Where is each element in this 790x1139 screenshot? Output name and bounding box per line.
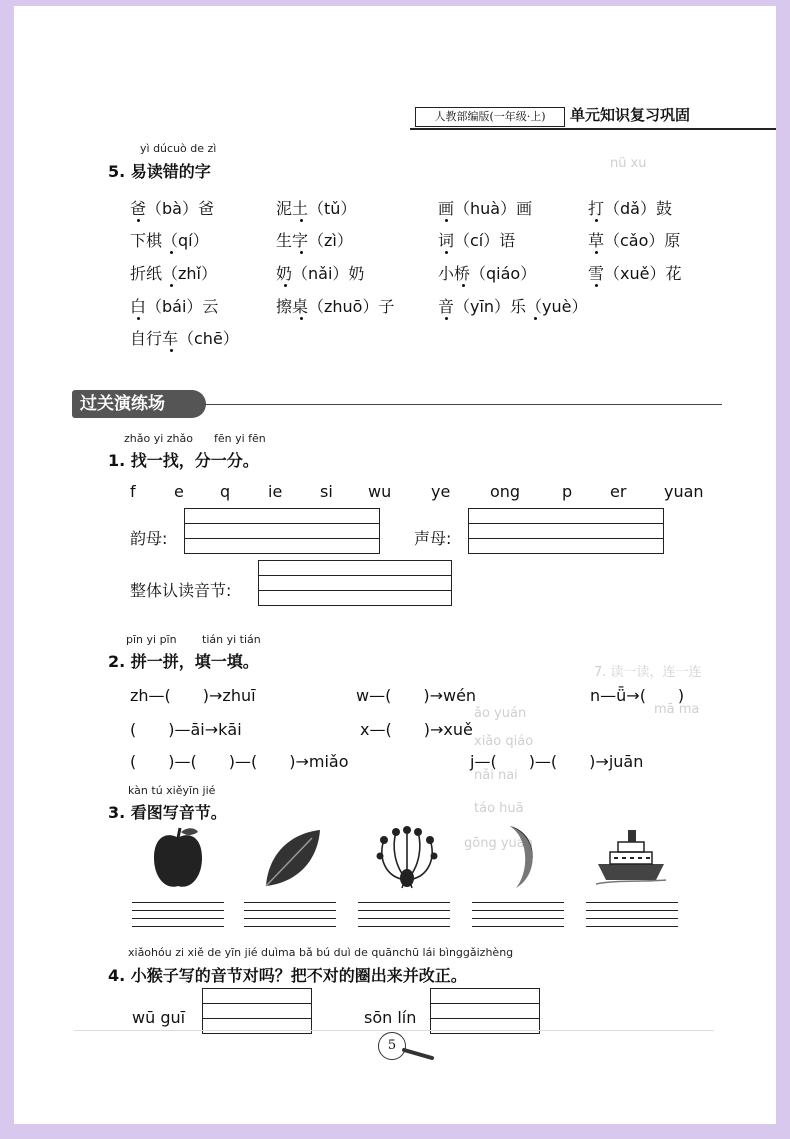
writing-line xyxy=(358,926,450,927)
section5-pinyin: yì dúcuò de zì xyxy=(140,142,217,155)
writing-line xyxy=(244,902,336,903)
word-item: 白（bái）云 xyxy=(130,297,219,316)
edition-label: 人教部编版(一年级·上) xyxy=(415,107,565,127)
ghost-text: mā ma xyxy=(654,702,700,717)
section-banner: 过关演练场 xyxy=(72,390,206,418)
emphasis-dot xyxy=(445,317,448,320)
emphasis-dot xyxy=(170,284,173,287)
syllable: ie xyxy=(268,482,283,501)
header-rule xyxy=(410,128,776,130)
emphasis-dot xyxy=(595,219,598,222)
fill-line[interactable]: j—( )—( )→juān xyxy=(470,752,644,771)
syllable: yuan xyxy=(664,482,704,501)
fill-line[interactable]: n—ǖ→( ) xyxy=(590,686,685,705)
q1-pinyin: fēn yi fēn xyxy=(214,432,266,445)
syllable: q xyxy=(220,482,231,501)
yunmu-answer-box[interactable] xyxy=(184,508,380,554)
moon-icon xyxy=(496,824,540,890)
writing-line xyxy=(358,918,450,919)
writing-line xyxy=(132,926,224,927)
writing-line xyxy=(132,902,224,903)
writing-line xyxy=(244,926,336,927)
word-item: 生字（zì） xyxy=(276,231,353,250)
syllable: ye xyxy=(431,482,451,501)
syllable: si xyxy=(320,482,333,501)
q2-pinyin: tián yi tián xyxy=(202,633,261,646)
writing-line xyxy=(358,910,450,911)
ghost-text: ǎo yuán xyxy=(474,706,527,721)
yunmu-label: 韵母: xyxy=(130,529,168,548)
ghost-text: 7. 读一读，连一连 xyxy=(594,665,702,680)
q1-title: 1. 找一找，分一分。 xyxy=(108,451,259,470)
q4-title: 4. 小猴子写的音节对吗？把不对的圈出来并改正。 xyxy=(108,966,467,985)
syllable: e xyxy=(174,482,184,501)
emphasis-dot xyxy=(462,284,465,287)
emphasis-dot xyxy=(445,219,448,222)
apple-icon xyxy=(148,824,208,892)
word-item: 打（dǎ）鼓 xyxy=(588,199,672,218)
word-item: 画（huà）画 xyxy=(438,199,533,218)
q3-title: 3. 看图写音节。 xyxy=(108,803,227,822)
word-item: 奶（nǎi）奶 xyxy=(276,264,365,283)
correction-box[interactable] xyxy=(202,988,312,1034)
ghost-text: táo huā xyxy=(474,801,524,816)
word-item: 雪（xuě）花 xyxy=(588,264,682,283)
page-number: 5 xyxy=(378,1032,406,1060)
writing-line xyxy=(472,926,564,927)
emphasis-dot xyxy=(445,251,448,254)
word-item: 音（yīn）乐（yuè） xyxy=(438,297,588,316)
writing-line xyxy=(132,910,224,911)
emphasis-dot xyxy=(170,349,173,352)
writing-line xyxy=(586,902,678,903)
fill-line[interactable]: zh—( )→zhuī xyxy=(130,686,256,705)
syllable: p xyxy=(562,482,573,501)
syllable: er xyxy=(610,482,627,501)
banner-rule xyxy=(204,404,722,405)
emphasis-dot xyxy=(137,219,140,222)
zhengti-label: 整体认读音节: xyxy=(130,581,232,600)
ship-icon xyxy=(594,824,668,886)
magnifier-handle-icon xyxy=(402,1048,436,1062)
zhengti-answer-box[interactable] xyxy=(258,560,452,606)
shengmu-label: 声母: xyxy=(414,529,452,548)
q2-pinyin: pīn yi pīn xyxy=(126,633,177,646)
writing-line xyxy=(244,918,336,919)
emphasis-dot xyxy=(595,251,598,254)
workbook-page xyxy=(14,6,776,1124)
word-wugui: wū guī xyxy=(132,1008,186,1027)
emphasis-dot xyxy=(300,251,303,254)
emphasis-dot xyxy=(595,284,598,287)
writing-line xyxy=(132,918,224,919)
peacock-icon xyxy=(374,826,440,890)
emphasis-dot xyxy=(137,317,140,320)
fill-line[interactable]: x—( )→xuě xyxy=(360,720,473,739)
word-item: 折纸（zhǐ） xyxy=(130,264,217,283)
q2-title: 2. 拼一拼，填一填。 xyxy=(108,652,259,671)
writing-line xyxy=(586,910,678,911)
emphasis-dot xyxy=(284,284,287,287)
shengmu-answer-box[interactable] xyxy=(468,508,664,554)
fill-line[interactable]: ( )—( )—( )→miǎo xyxy=(130,752,349,771)
writing-line xyxy=(358,902,450,903)
section5-title: 5. 易读错的字 xyxy=(108,162,211,181)
word-item: 下棋（qí） xyxy=(130,231,209,250)
word-item: 词（cí）语 xyxy=(438,231,516,250)
writing-line xyxy=(472,902,564,903)
syllable: wu xyxy=(368,482,392,501)
correction-box[interactable] xyxy=(430,988,540,1034)
fill-line[interactable]: w—( )→wén xyxy=(356,686,477,705)
fill-line[interactable]: ( )—āi→kāi xyxy=(130,720,242,739)
word-item: 草（cǎo）原 xyxy=(588,231,681,250)
syllable: f xyxy=(130,482,136,501)
syllable: ong xyxy=(490,482,521,501)
word-item: 擦桌（zhuō）子 xyxy=(276,297,395,316)
q1-pinyin: zhǎo yi zhǎo xyxy=(124,432,193,445)
ghost-text: nǎi nai xyxy=(474,768,518,783)
writing-line xyxy=(472,910,564,911)
q3-pinyin: kàn tú xiěyīn jié xyxy=(128,784,216,797)
emphasis-dot xyxy=(170,251,173,254)
emphasis-dot xyxy=(300,219,303,222)
writing-line xyxy=(586,926,678,927)
writing-line xyxy=(244,910,336,911)
word-item: 爸（bà）爸 xyxy=(130,199,214,218)
ghost-text: gōng yuán xyxy=(464,836,533,851)
page-title: 单元知识复习巩固 xyxy=(570,106,691,124)
leaf-icon xyxy=(262,828,324,888)
emphasis-dot xyxy=(534,317,537,320)
word-item: 泥土（tǔ） xyxy=(276,199,357,218)
word-item: 自行车（chē） xyxy=(130,329,239,348)
footer-rule xyxy=(74,1030,714,1031)
ghost-text: nü xu xyxy=(610,156,647,171)
writing-line xyxy=(586,918,678,919)
emphasis-dot xyxy=(300,317,303,320)
writing-line xyxy=(472,918,564,919)
word-songlin: sōn lín xyxy=(364,1008,417,1027)
q4-pinyin: xiǎohóu zi xiě de yīn jié duìma bǎ bú duì de quānchū lái bìnggǎizhèng xyxy=(128,946,514,959)
ghost-text: xiǎo qiáo xyxy=(474,734,534,749)
word-item: 小桥（qiáo） xyxy=(438,264,537,283)
